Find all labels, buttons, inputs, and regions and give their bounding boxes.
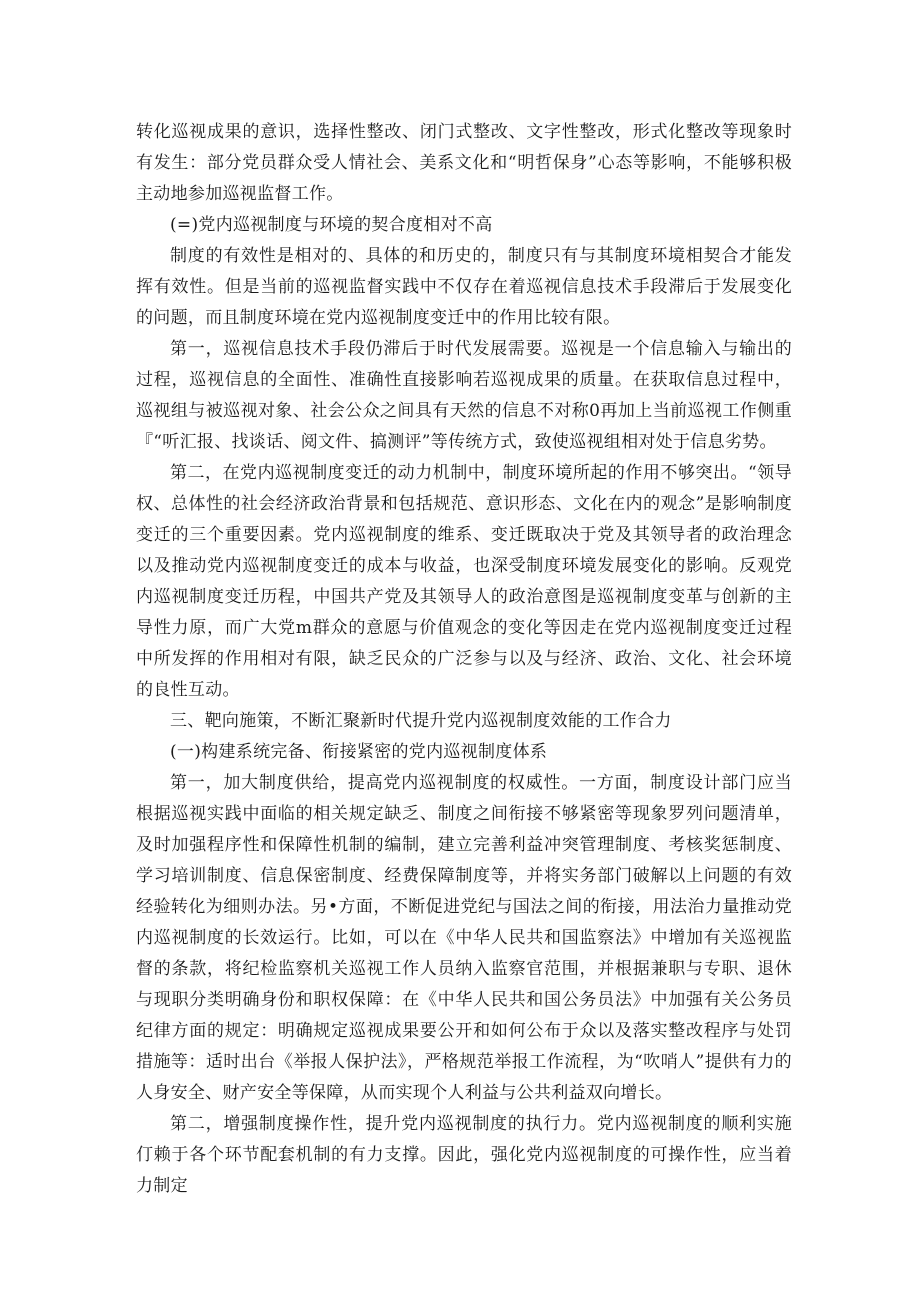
paragraph: 第二，增强制度操作性，提升党内巡视制度的执行力。党内巡视制度的顺利实施仃赖于各个环节配套机制的有力支撑。因此，强化党内巡视制度的可操作性，应当着力制定: [136, 1114, 792, 1196]
document-body: [136, 117, 792, 1202]
paragraph: 第一，加大制度供给，提高党内巡视制度的权威性。一方面，制度设计部门应当根据巡视实践中面临的相关规定缺乏、制度之间衔接不够紧密等现象罗列问题清单，及时加强程序性和保障性机制的编制，建立完善利益冲突管理制度、考核奖惩制度、学习培训制度、信息保密制度、经费保障制度等，并将实务部门破解以上问题的有效经验转化为细则办法。另•方面，不断促进党纪与国法之间的衔接，用法治力量推动党内巡视制度的长效运行。比如，可以在《中华人民共和国监察法》中增加有关巡视监督的条款，将纪检监察机关巡视工作人员纳入监察官范围，并根据兼职与专职、退休与现职分类明确身份和职权保障：在《中华人民共和国公务员法》中加强有关公务员纪律方面的规定：明确规定巡视成果要公开和如何公布于众以及落实整改程序与处罚措施等：适时出台《举报人保护法》，严格规范举报工作流程，为“吹哨人”提供有力的人身安全、财产安全等保障，从而实现个人利益与公共利益双向增长。: [136, 773, 792, 1103]
paragraph: 转化巡视成果的意识，选择性整改、闭门式整改、文字性整改，形式化整改等现象时有发生：部分党员群众受人情社会、美系文化和“明哲保身”心态等影响，不能够积极主动地参加巡视监督工作。: [136, 122, 792, 204]
section-heading: (=)党内巡视制度与环境的契合度相对不高: [170, 215, 493, 235]
subsection-heading: (一)构建系统完备、衔接紧密的党内巡视制度体系: [170, 742, 548, 762]
paragraph: 制度的有效性是相对的、具体的和历史的，制度只有与其制度环境相契合才能发挥有效性。但是当前的巡视监督实践中不仅存在着巡视信息技术手段滞后于发展变化的问题，而且制度环境在党内巡视制度变迁中的作用比较有限。: [136, 246, 792, 328]
paragraph: 第二，在党内巡视制度变迁的动力机制中，制度环境所起的作用不够突出。“领导权、总体性的社会经济政治背景和包括规范、意识形态、文化在内的观念”是影响制度变迁的三个重要因素。党内巡视制度的维系、变迁既取决于党及其领导者的政治理念以及推动党内巡视制度变迁的成本与收益，也深受制度环境发展变化的影响。反观党内巡视制度变迁历程，中国共产党及其领导人的政治意图是巡视制度变革与创新的主导性力原，而广大党m群众的意愿与价值观念的变化等因走在党内巡视制度变迁过程中所发挥的作用相对有限，缺乏民众的广泛参与以及与经济、政治、文化、社会环境的良性互动。: [136, 463, 792, 700]
section-heading: 三、靶向施策，不断汇聚新时代提升党内巡视制度效能的工作合力: [170, 711, 672, 731]
paragraph: 第一，巡视信息技术手段仍滞后于时代发展需要。巡视是一个信息输入与输出的过程，巡视信息的全面性、准确性直接影响若巡视成果的质量。在获取信息过程中，巡视组与被巡视对象、社会公众之间具有天然的信息不对称0再加上当前巡视工作侧重『“听汇报、找谈话、阅文件、搞测评”等传统方式，致使巡视组相对处于信息劣势。: [136, 339, 792, 452]
